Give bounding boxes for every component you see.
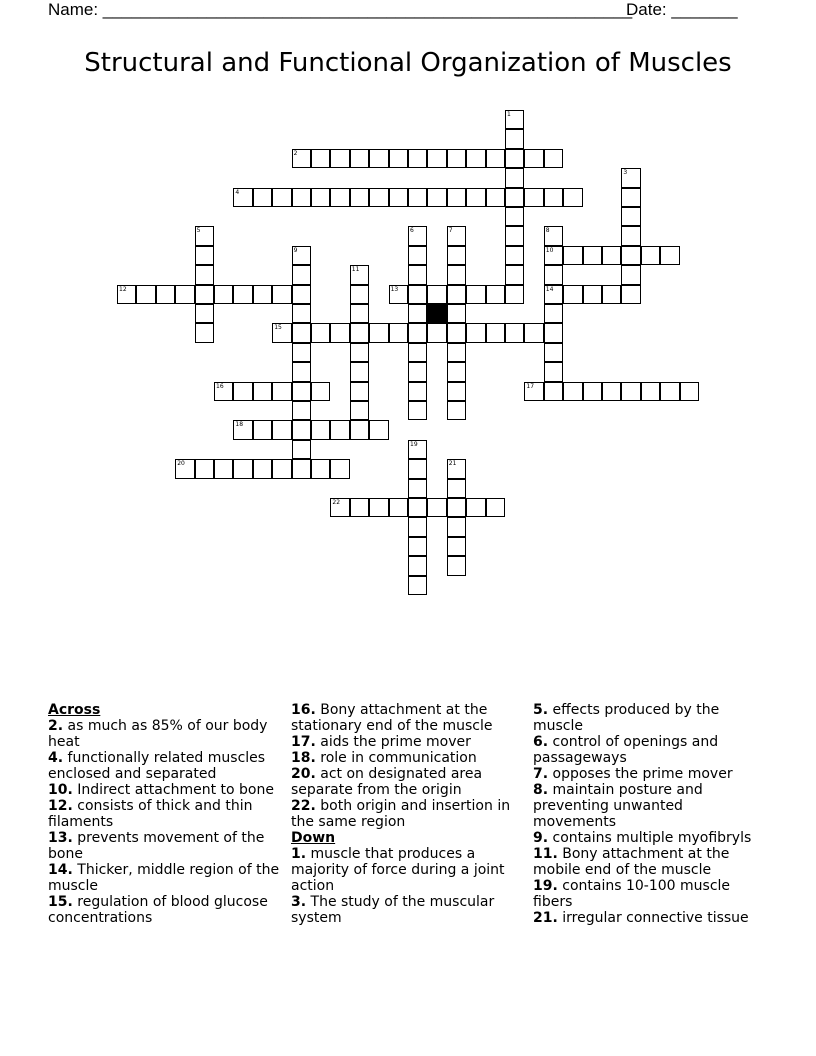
crossword-cell[interactable] bbox=[466, 149, 485, 168]
crossword-cell[interactable] bbox=[427, 188, 446, 207]
crossword-cell[interactable] bbox=[427, 285, 446, 304]
crossword-cell[interactable] bbox=[350, 323, 369, 342]
down-clue: 21. irregular connective tissue bbox=[533, 910, 749, 926]
crossword-cell[interactable] bbox=[350, 343, 369, 362]
crossword-cell[interactable] bbox=[117, 285, 136, 304]
across-heading: Across bbox=[48, 702, 101, 718]
clue-number: 4 bbox=[235, 188, 240, 196]
crossword-cell[interactable] bbox=[311, 382, 330, 401]
crossword-cell[interactable] bbox=[563, 382, 582, 401]
crossword-cell[interactable] bbox=[350, 149, 369, 168]
date-line: Date: _______ bbox=[626, 0, 738, 19]
crossword-cell[interactable] bbox=[408, 304, 427, 323]
crossword-cell[interactable] bbox=[660, 246, 679, 265]
clue-number: 7 bbox=[448, 227, 453, 235]
crossword-cell[interactable] bbox=[544, 265, 563, 284]
crossword-cell[interactable] bbox=[408, 343, 427, 362]
crossword-cell[interactable] bbox=[466, 285, 485, 304]
crossword-cell[interactable] bbox=[369, 188, 388, 207]
crossword-cell[interactable] bbox=[505, 129, 524, 148]
crossword-cell[interactable] bbox=[408, 576, 427, 595]
crossword-cell[interactable] bbox=[466, 498, 485, 517]
crossword-cell[interactable] bbox=[253, 382, 272, 401]
crossword-cell[interactable] bbox=[292, 323, 311, 342]
crossword-cell[interactable] bbox=[195, 459, 214, 478]
crossword-cell[interactable] bbox=[195, 285, 214, 304]
crossword-cell[interactable] bbox=[524, 188, 543, 207]
clue-number: 9 bbox=[293, 246, 298, 254]
crossword-cell[interactable] bbox=[621, 207, 640, 226]
crossword-cell[interactable] bbox=[233, 285, 252, 304]
crossword-cell[interactable] bbox=[524, 149, 543, 168]
crossword-cell[interactable] bbox=[621, 168, 640, 187]
crossword-cell[interactable] bbox=[292, 401, 311, 420]
down-heading: Down bbox=[291, 830, 336, 846]
crossword-cell[interactable] bbox=[253, 188, 272, 207]
crossword-cell[interactable] bbox=[350, 382, 369, 401]
clue-number: 1 bbox=[507, 111, 511, 118]
crossword-cell[interactable] bbox=[369, 498, 388, 517]
crossword-cell[interactable] bbox=[233, 459, 252, 478]
crossword-cell[interactable] bbox=[447, 323, 466, 342]
down-clue: 3. The study of the muscular system bbox=[291, 894, 495, 926]
crossword-cell[interactable] bbox=[350, 188, 369, 207]
across-clue: 14. Thicker, middle region of the muscle bbox=[48, 862, 280, 894]
crossword-cell[interactable] bbox=[389, 323, 408, 342]
crossword-cell[interactable] bbox=[350, 304, 369, 323]
crossword-cell[interactable] bbox=[389, 188, 408, 207]
crossword-cell[interactable] bbox=[505, 285, 524, 304]
down-clue: 8. maintain posture and preventing unwanted movements bbox=[533, 782, 703, 830]
across-clue: 12. consists of thick and thin filaments bbox=[48, 798, 253, 830]
crossword-cell[interactable] bbox=[311, 420, 330, 439]
across-clues-part-1 bbox=[48, 718, 284, 926]
crossword-cell[interactable] bbox=[544, 343, 563, 362]
clue-number: 5 bbox=[196, 227, 201, 235]
crossword-cell[interactable] bbox=[408, 226, 427, 245]
crossword-cell[interactable] bbox=[253, 285, 272, 304]
across-clue: 18. role in communication bbox=[291, 750, 477, 766]
crossword-cell[interactable] bbox=[350, 498, 369, 517]
crossword-cell[interactable] bbox=[447, 556, 466, 575]
clue-number: 2 bbox=[293, 149, 298, 157]
crossword-cell[interactable] bbox=[330, 459, 349, 478]
down-clue: 5. effects produced by the muscle bbox=[533, 702, 720, 734]
crossword-cell[interactable] bbox=[311, 323, 330, 342]
crossword-cell[interactable] bbox=[233, 188, 252, 207]
crossword-cell[interactable] bbox=[447, 537, 466, 556]
crossword-cell[interactable] bbox=[505, 207, 524, 226]
crossword-cell[interactable] bbox=[292, 265, 311, 284]
crossword-cell[interactable] bbox=[447, 517, 466, 536]
crossword-cell[interactable] bbox=[544, 226, 563, 245]
crossword-cell[interactable] bbox=[563, 246, 582, 265]
crossword-cell[interactable] bbox=[389, 498, 408, 517]
crossword-cell[interactable] bbox=[389, 285, 408, 304]
crossword-cell[interactable] bbox=[563, 285, 582, 304]
crossword-cell[interactable] bbox=[408, 362, 427, 381]
crossword-cell[interactable] bbox=[447, 479, 466, 498]
crossword-cell[interactable] bbox=[253, 459, 272, 478]
crossword-cell[interactable] bbox=[330, 188, 349, 207]
down-clue: 19. contains 10-100 muscle fibers bbox=[533, 878, 731, 910]
crossword-cell[interactable] bbox=[621, 285, 640, 304]
crossword-cell[interactable] bbox=[350, 401, 369, 420]
crossword-cell[interactable] bbox=[253, 420, 272, 439]
crossword-cell[interactable] bbox=[447, 401, 466, 420]
crossword-cell[interactable] bbox=[621, 382, 640, 401]
crossword-cell[interactable] bbox=[214, 382, 233, 401]
crossword-cell[interactable] bbox=[447, 188, 466, 207]
crossword-cell[interactable] bbox=[408, 479, 427, 498]
crossword-cell[interactable] bbox=[544, 188, 563, 207]
crossword-cell[interactable] bbox=[641, 246, 660, 265]
crossword-cell[interactable] bbox=[486, 323, 505, 342]
crossword-cell[interactable] bbox=[292, 459, 311, 478]
crossword-cell[interactable] bbox=[447, 149, 466, 168]
crossword-cell[interactable] bbox=[680, 382, 699, 401]
crossword-cell[interactable] bbox=[427, 149, 446, 168]
crossword-cell[interactable] bbox=[272, 459, 291, 478]
crossword-cell[interactable] bbox=[195, 323, 214, 342]
crossword-cell[interactable] bbox=[292, 149, 311, 168]
crossword-cell[interactable] bbox=[272, 323, 291, 342]
crossword-cell[interactable] bbox=[583, 285, 602, 304]
crossword-cell[interactable] bbox=[447, 226, 466, 245]
crossword-cell[interactable] bbox=[408, 323, 427, 342]
clue-number: 17 bbox=[526, 382, 535, 390]
crossword-cell[interactable] bbox=[292, 304, 311, 323]
crossword-cell[interactable] bbox=[233, 420, 252, 439]
crossword-cell[interactable] bbox=[195, 226, 214, 245]
crossword-cell[interactable] bbox=[136, 285, 155, 304]
crossword-cell[interactable] bbox=[195, 246, 214, 265]
clues-column-1 bbox=[48, 702, 284, 926]
clue-number: 14 bbox=[545, 285, 554, 293]
clue-number: 12 bbox=[119, 285, 127, 293]
across-clue: 10. Indirect attachment to bone bbox=[48, 782, 274, 798]
clue-number: 10 bbox=[545, 246, 554, 254]
crossword-cell[interactable] bbox=[524, 323, 543, 342]
crossword-cell[interactable] bbox=[408, 459, 427, 478]
crossword-cell[interactable] bbox=[350, 285, 369, 304]
black-square bbox=[427, 304, 446, 323]
crossword-cell[interactable] bbox=[214, 459, 233, 478]
crossword-cell[interactable] bbox=[486, 188, 505, 207]
clue-number: 11 bbox=[351, 266, 360, 274]
crossword-cell[interactable] bbox=[311, 188, 330, 207]
crossword-cell[interactable] bbox=[505, 226, 524, 245]
crossword-cell[interactable] bbox=[330, 149, 349, 168]
crossword-cell[interactable] bbox=[427, 498, 446, 517]
crossword-cell[interactable] bbox=[544, 304, 563, 323]
crossword-cell[interactable] bbox=[408, 440, 427, 459]
name-line: Name: ________________________________________________________ bbox=[48, 0, 633, 19]
crossword-cell[interactable] bbox=[292, 285, 311, 304]
down-clue: 9. contains multiple myofibryls bbox=[533, 830, 752, 846]
clue-number: 8 bbox=[545, 227, 550, 235]
crossword-cell[interactable] bbox=[408, 246, 427, 265]
clue-number: 3 bbox=[623, 169, 628, 177]
crossword-cell[interactable] bbox=[544, 246, 563, 265]
crossword-cell[interactable] bbox=[447, 382, 466, 401]
crossword-cell[interactable] bbox=[408, 188, 427, 207]
crossword-cell[interactable] bbox=[602, 382, 621, 401]
clue-number: 15 bbox=[274, 324, 282, 332]
crossword-cell[interactable] bbox=[272, 382, 291, 401]
crossword-cell[interactable] bbox=[427, 323, 446, 342]
crossword-cell[interactable] bbox=[408, 556, 427, 575]
crossword-cell[interactable] bbox=[505, 246, 524, 265]
crossword-cell[interactable] bbox=[408, 537, 427, 556]
clues-column-3 bbox=[533, 702, 769, 926]
crossword-cell[interactable] bbox=[350, 362, 369, 381]
crossword-cell[interactable] bbox=[408, 382, 427, 401]
crossword-cell[interactable] bbox=[292, 343, 311, 362]
crossword-cell[interactable] bbox=[195, 304, 214, 323]
crossword-cell[interactable] bbox=[195, 265, 214, 284]
crossword-cell[interactable] bbox=[408, 285, 427, 304]
crossword-cell[interactable] bbox=[602, 285, 621, 304]
crossword-cell[interactable] bbox=[330, 420, 349, 439]
across-clue: 13. prevents movement of the bone bbox=[48, 830, 265, 862]
crossword-cell[interactable] bbox=[447, 285, 466, 304]
crossword-cell[interactable] bbox=[369, 323, 388, 342]
crossword-cell[interactable] bbox=[466, 323, 485, 342]
crossword-cell[interactable] bbox=[505, 323, 524, 342]
clue-number: 21 bbox=[448, 460, 457, 468]
crossword-cell[interactable] bbox=[350, 420, 369, 439]
clue-number: 16 bbox=[216, 382, 224, 390]
crossword-cell[interactable] bbox=[447, 459, 466, 478]
clues-column-2 bbox=[291, 702, 527, 926]
crossword-cell[interactable] bbox=[583, 382, 602, 401]
crossword-cell[interactable] bbox=[544, 382, 563, 401]
crossword-cell[interactable] bbox=[350, 265, 369, 284]
crossword-cell[interactable] bbox=[156, 285, 175, 304]
across-clue: 22. both origin and insertion in the same region bbox=[291, 798, 511, 830]
crossword-cell[interactable] bbox=[272, 285, 291, 304]
across-clue: 15. regulation of blood glucose concentrations bbox=[48, 894, 268, 926]
crossword-cell[interactable] bbox=[486, 149, 505, 168]
crossword-cell[interactable] bbox=[175, 459, 194, 478]
crossword-cell[interactable] bbox=[408, 401, 427, 420]
crossword-cell[interactable] bbox=[214, 285, 233, 304]
down-clue: 1. muscle that produces a majority of force during a joint action bbox=[291, 846, 505, 894]
across-clue: 20. act on designated area separate from the origin bbox=[291, 766, 483, 798]
crossword-cell[interactable] bbox=[369, 420, 388, 439]
clue-number: 6 bbox=[410, 227, 414, 235]
crossword-cell[interactable] bbox=[447, 362, 466, 381]
crossword-cell[interactable] bbox=[292, 420, 311, 439]
down-clue: 7. opposes the prime mover bbox=[533, 766, 733, 782]
crossword-cell[interactable] bbox=[466, 188, 485, 207]
crossword-cell[interactable] bbox=[311, 459, 330, 478]
crossword-cell[interactable] bbox=[447, 265, 466, 284]
down-clues-part-2 bbox=[533, 702, 769, 926]
clue-number: 22 bbox=[332, 499, 341, 506]
crossword-cell[interactable] bbox=[505, 188, 524, 207]
crossword-cell[interactable] bbox=[408, 498, 427, 517]
crossword-cell[interactable] bbox=[447, 498, 466, 517]
clue-number: 19 bbox=[410, 440, 418, 448]
crossword-cell[interactable] bbox=[311, 149, 330, 168]
crossword-cell[interactable] bbox=[583, 246, 602, 265]
across-clues-part-2 bbox=[291, 702, 527, 830]
crossword-cell[interactable] bbox=[641, 382, 660, 401]
across-clue: 16. Bony attachment at the stationary end of the muscle bbox=[291, 702, 493, 734]
crossword-cell[interactable] bbox=[505, 168, 524, 187]
down-clues-part-1 bbox=[291, 846, 527, 926]
crossword-cell[interactable] bbox=[544, 323, 563, 342]
crossword-cell[interactable] bbox=[486, 498, 505, 517]
crossword-cell[interactable] bbox=[292, 382, 311, 401]
crossword-cell[interactable] bbox=[408, 517, 427, 536]
page-title: Structural and Functional Organization of Muscles bbox=[84, 48, 732, 78]
across-clue: 2. as much as 85% of our body heat bbox=[48, 718, 268, 750]
crossword-cell[interactable] bbox=[233, 382, 252, 401]
crossword-cell[interactable] bbox=[544, 362, 563, 381]
crossword-cell[interactable] bbox=[544, 149, 563, 168]
crossword-cell[interactable] bbox=[621, 246, 640, 265]
crossword-cell[interactable] bbox=[292, 188, 311, 207]
clue-number: 20 bbox=[177, 460, 185, 468]
crossword-cell[interactable] bbox=[330, 323, 349, 342]
clue-number: 13 bbox=[390, 285, 399, 293]
crossword-cell[interactable] bbox=[505, 149, 524, 168]
crossword-cell[interactable] bbox=[292, 246, 311, 265]
crossword-cell[interactable] bbox=[330, 498, 349, 517]
crossword-cell[interactable] bbox=[292, 362, 311, 381]
crossword-cell[interactable] bbox=[544, 285, 563, 304]
crossword-cell[interactable] bbox=[505, 110, 524, 129]
crossword-cell[interactable] bbox=[486, 285, 505, 304]
crossword-cell[interactable] bbox=[602, 246, 621, 265]
crossword-cell[interactable] bbox=[272, 420, 291, 439]
crossword-cell[interactable] bbox=[563, 188, 582, 207]
crossword-cell[interactable] bbox=[447, 246, 466, 265]
crossword-cell[interactable] bbox=[621, 226, 640, 245]
down-clue: 6. control of openings and passageways bbox=[533, 734, 719, 766]
crossword-cell[interactable] bbox=[524, 382, 543, 401]
down-clue: 11. Bony attachment at the mobile end of the muscle bbox=[533, 846, 730, 878]
crossword-cell[interactable] bbox=[447, 343, 466, 362]
crossword-cell[interactable] bbox=[272, 188, 291, 207]
across-clue: 4. functionally related muscles enclosed and separated bbox=[48, 750, 266, 782]
crossword-cell[interactable] bbox=[621, 188, 640, 207]
clue-number: 18 bbox=[235, 421, 244, 429]
crossword-cell[interactable] bbox=[621, 265, 640, 284]
across-clue: 17. aids the prime mover bbox=[291, 734, 471, 750]
crossword-cell[interactable] bbox=[369, 149, 388, 168]
crossword-cell[interactable] bbox=[660, 382, 679, 401]
crossword-cell[interactable] bbox=[175, 285, 194, 304]
crossword-cell[interactable] bbox=[292, 440, 311, 459]
crossword-cell[interactable] bbox=[408, 149, 427, 168]
crossword-cell[interactable] bbox=[408, 265, 427, 284]
crossword-cell[interactable] bbox=[505, 265, 524, 284]
crossword-cell[interactable] bbox=[447, 304, 466, 323]
crossword-cell[interactable] bbox=[389, 149, 408, 168]
